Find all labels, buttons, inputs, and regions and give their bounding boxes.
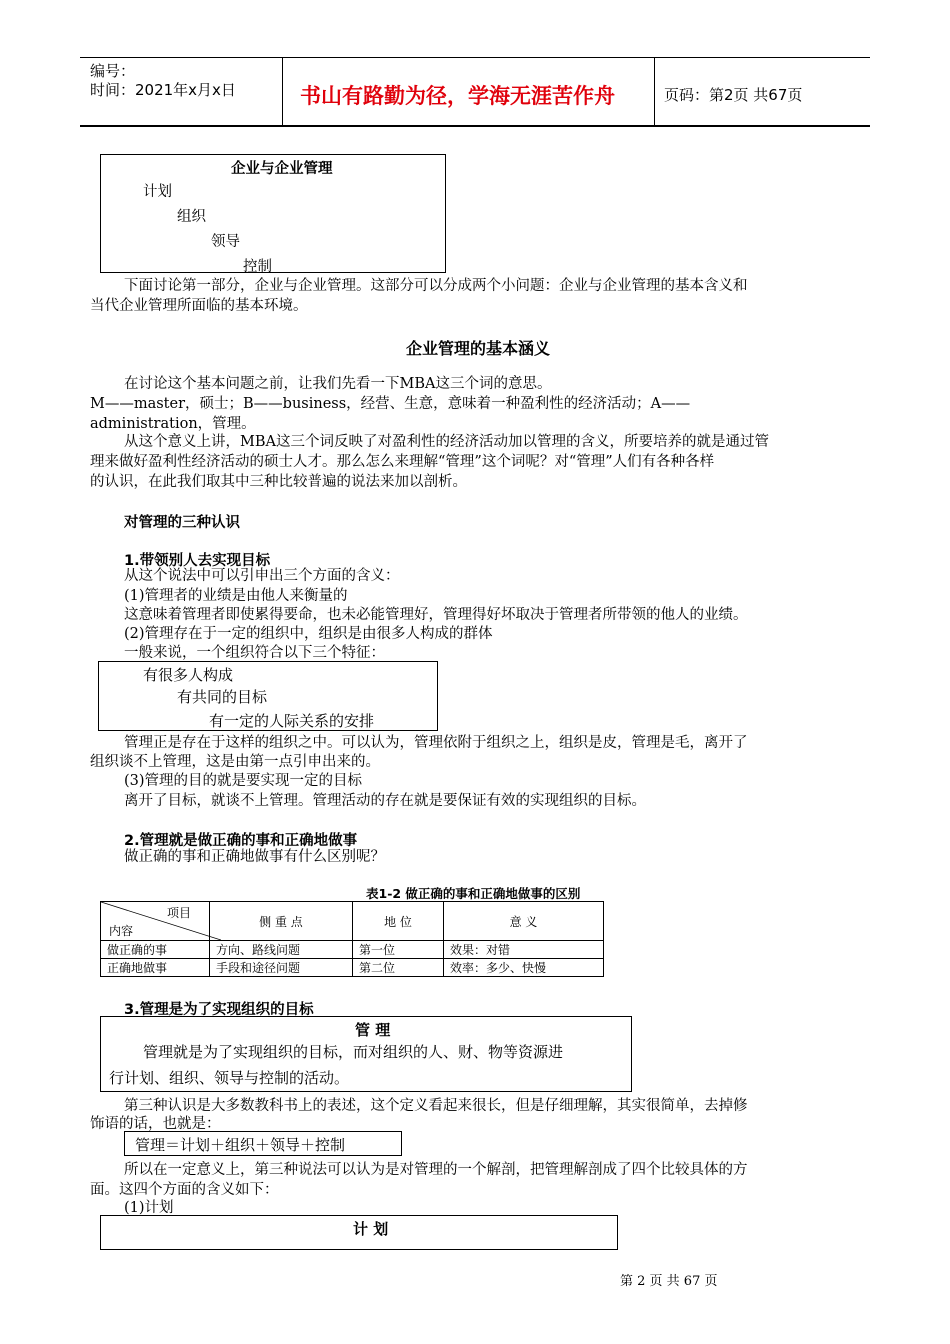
sub-title: 对管理的三种认识 [124, 515, 240, 531]
table-caption: 表1-2 做正确的事和正确地做事的区别 [366, 886, 581, 901]
header-meaning: 意 义 [444, 902, 604, 941]
header-status: 地 位 [353, 902, 444, 941]
formula-box [124, 1131, 402, 1156]
header-time: 时间：2021年x月x日 [90, 81, 236, 99]
comparison-table [100, 901, 604, 977]
header-divider-right [654, 57, 655, 126]
org-feature-3: 有一定的人际关系的安排 [209, 712, 375, 730]
s1-line-5: 一般来说，一个组织符合以下三个特征： [124, 645, 385, 661]
plan-box [100, 1215, 618, 1250]
diag-bottom-label: 内容 [109, 924, 134, 938]
org-features-box [98, 661, 438, 731]
s3-title: 3.管理是为了实现组织的目标 [124, 1002, 314, 1018]
table-cell: 手段和途径问题 [210, 959, 353, 977]
table-cell: 效率：多少、快慢 [444, 959, 604, 977]
s3-item1: (1)计划 [124, 1200, 174, 1216]
outline-item-plan: 计划 [143, 184, 172, 200]
header-focus: 侧 重 点 [210, 902, 353, 941]
outline-box-title: 企业与企业管理 [231, 161, 333, 177]
s1-line-3: 这意味着管理者即使累得要命，也未必能管理好，管理得好坏取决于管理者所带领的他人的业绩。 [124, 607, 748, 623]
s2-line: 做正确的事和正确地做事有什么区别呢？ [124, 849, 385, 865]
para3-line-2: 理来做好盈利性经济活动的硕士人才。那么怎么来理解“管理”这个词呢？对“管理”人们有各种各样 [90, 454, 715, 470]
header-divider-left [282, 57, 283, 126]
header-top-rule [80, 57, 870, 58]
s1-line-2: (1)管理者的业绩是由他人来衡量的 [124, 588, 348, 604]
formula-text: 管理＝计划＋组织＋领导＋控制 [135, 1136, 346, 1154]
outline-item-control: 控制 [243, 259, 272, 275]
table-cell: 第二位 [353, 959, 444, 977]
s2-title: 2.管理就是做正确的事和正确地做事 [124, 833, 358, 849]
diag-top-label: 项目 [167, 906, 192, 920]
diag-header-cell [101, 902, 210, 941]
s1-after-2: 组织谈不上管理，这是由第一点引申出来的。 [90, 754, 380, 770]
plan-box-title: 计 划 [353, 1220, 389, 1238]
definition-line-2: 行计划、组织、领导与控制的活动。 [109, 1069, 350, 1087]
outline-item-organize: 组织 [177, 209, 206, 225]
definition-box-title: 管 理 [355, 1021, 391, 1039]
s1-after-4: 离开了目标，就谈不上管理。管理活动的存在就是要保证有效的实现组织的目标。 [124, 793, 646, 809]
s1-line-4: (2)管理存在于一定的组织中，组织是由很多人构成的群体 [124, 626, 493, 642]
definition-box [100, 1016, 632, 1092]
header-number: 编号： [90, 62, 136, 80]
s3-after-1: 第三种认识是大多数教科书上的表述，这个定义看起来很长，但是仔细理解，其实很简单，去掉修 [124, 1098, 748, 1114]
s3-after2-1: 所以在一定意义上，第三种说法可以认为是对管理的一个解剖，把管理解剖成了四个比较具体的方 [124, 1162, 748, 1178]
page-footer: 第 2 页 共 67 页 [620, 1274, 718, 1289]
outline-box [100, 154, 446, 273]
s1-line-1: 从这个说法中可以引申出三个方面的含义： [124, 568, 400, 584]
para2-line-2: administration，管理。 [90, 416, 256, 432]
s3-after-2: 饰语的话，也就是： [90, 1116, 221, 1132]
table-row [101, 941, 604, 959]
header-bottom-rule [80, 125, 870, 127]
header-page-label: 页码：第2页 共67页 [664, 86, 803, 104]
outline-item-lead: 领导 [211, 234, 240, 250]
s1-after-1: 管理正是存在于这样的组织之中。可以认为，管理依附于组织之上，组织是皮，管理是毛，离开了 [124, 735, 748, 751]
header-motto: 书山有路勤为径，学海无涯苦作舟 [300, 84, 615, 108]
org-feature-1: 有很多人构成 [143, 666, 234, 684]
table-header-row [101, 902, 604, 941]
table-cell: 第一位 [353, 941, 444, 959]
table-row [101, 959, 604, 977]
table-cell: 做正确的事 [101, 941, 210, 959]
intro-line-1: 下面讨论第一部分，企业与企业管理。这部分可以分成两个小问题：企业与企业管理的基本含义和 [124, 278, 748, 294]
para1: 在讨论这个基本问题之前，让我们先看一下MBA这三个词的意思。 [124, 376, 552, 392]
para3-line-3: 的认识，在此我们取其中三种比较普遍的说法来加以剖析。 [90, 474, 467, 490]
table-cell: 正确地做事 [101, 959, 210, 977]
table-cell: 效果：对错 [444, 941, 604, 959]
s1-title: 1.带领别人去实现目标 [124, 553, 271, 569]
intro-line-2: 当代企业管理所面临的基本环境。 [90, 298, 308, 314]
para2-line-1: M——master，硕士；B——business，经营、生意，意味着一种盈利性的经济活动；A—— [90, 396, 691, 412]
section-title: 企业管理的基本涵义 [406, 339, 551, 358]
s1-after-3: (3)管理的目的就是要实现一定的目标 [124, 773, 363, 789]
definition-line-1: 管理就是为了实现组织的目标，而对组织的人、财、物等资源进 [143, 1043, 564, 1061]
table-cell: 方向、路线问题 [210, 941, 353, 959]
s3-after2-2: 面。这四个方面的含义如下： [90, 1182, 279, 1198]
para3-line-1: 从这个意义上讲，MBA这三个词反映了对盈利性的经济活动加以管理的含义，所要培养的就是通过管 [124, 434, 769, 450]
org-feature-2: 有共同的目标 [177, 688, 268, 706]
